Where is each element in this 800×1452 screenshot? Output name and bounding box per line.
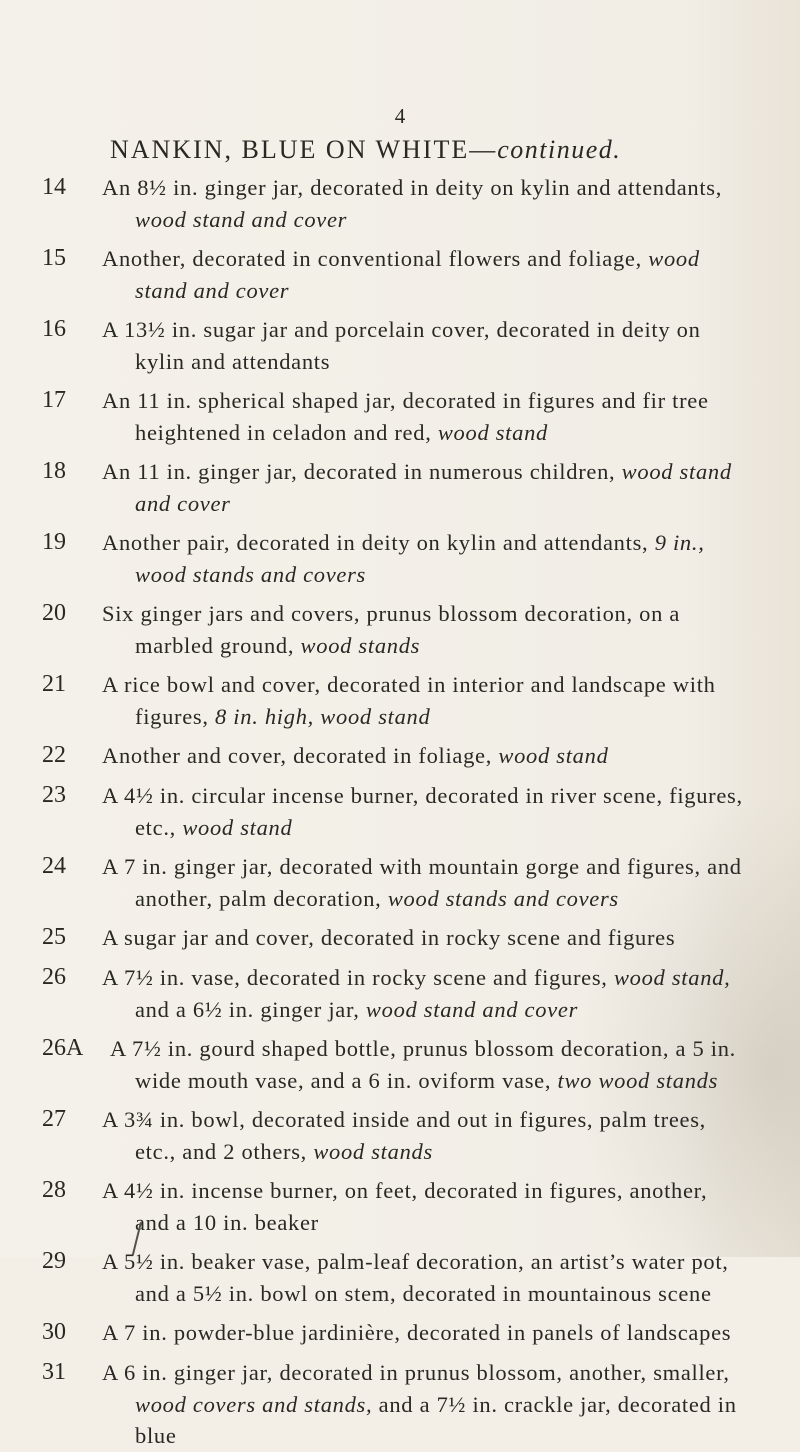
lot-description: [102, 669, 748, 732]
lot-description: [102, 1175, 748, 1238]
lot-description-italic: wood stands: [300, 632, 421, 658]
lot-description: [102, 385, 748, 448]
lot-number: 14: [42, 174, 66, 200]
lot-description-italic: wood stand,: [613, 965, 731, 990]
lot-description-italic: wood stand and cover: [135, 206, 348, 232]
lot-description-text: A sugar jar and cover, decorated in rocky scene and figures: [102, 925, 676, 950]
lot-description-italic: wood stand and cover: [135, 246, 700, 303]
lot-description-text: A 7½ in. gourd shaped bottle, prunus blossom decoration, a 5 in. wide mouth vase, and a 6 in. oviform vase,: [110, 1036, 736, 1093]
lot-description: [102, 456, 748, 519]
lot-entry: [0, 780, 800, 843]
lot-entry: [0, 922, 800, 954]
lot-entry: [0, 740, 800, 772]
lot-description-text: Another and cover, decorated in foliage,: [102, 743, 499, 768]
lot-description-text: A 7 in. ginger jar, decorated with mountain gorge and figures, and another, palm decoration,: [102, 854, 742, 911]
lot-description-text: Six ginger jars and covers, prunus blossom decoration, on a marbled ground,: [102, 601, 681, 658]
lot-number: 18: [42, 458, 66, 484]
lot-description-italic: wood stands and covers: [387, 885, 619, 911]
lot-description-text: and a 7½ in. crackle jar, decorated in blue: [135, 1391, 737, 1448]
lot-description-text: A rice bowl and cover, decorated in interior and landscape with figures,: [102, 672, 716, 729]
lot-description-italic: wood stand and cover: [135, 459, 732, 516]
lot-number: 29: [42, 1248, 66, 1274]
lot-description-italic: two wood stands: [557, 1067, 719, 1093]
lot-description-text: Another pair, decorated in deity on kylin and attendants,: [102, 530, 655, 555]
lot-description: [102, 851, 748, 914]
lot-description: [102, 314, 748, 377]
lot-description: [102, 1104, 748, 1167]
lot-number: 21: [42, 671, 66, 697]
lot-description-text: A 4½ in. circular incense burner, decorated in river scene, figures, etc.,: [102, 783, 743, 840]
lot-description: [102, 1357, 748, 1452]
lot-entry: [0, 851, 800, 914]
lot-description-italic: 9 in., wood stands and covers: [135, 530, 705, 587]
lot-entry: [0, 1317, 800, 1349]
lot-number: 26A: [42, 1035, 84, 1061]
lot-number: 17: [42, 387, 66, 413]
running-head: [110, 135, 750, 165]
lot-description-text: A 13½ in. sugar jar and porcelain cover, decorated in deity on kylin and attendants: [102, 317, 701, 374]
lot-description-text: A 4½ in. incense burner, on feet, decorated in figures, another, and a 10 in. beaker: [102, 1178, 708, 1235]
lot-entry: [0, 962, 800, 1025]
lot-description-italic: wood covers and stands,: [135, 1391, 373, 1417]
lot-description: [102, 598, 748, 661]
lot-description: [102, 740, 748, 772]
lot-number: 31: [42, 1359, 66, 1385]
lot-description: [102, 922, 748, 954]
lot-description-italic: wood stand: [437, 419, 548, 445]
lot-description-text: An 11 in. spherical shaped jar, decorated in figures and fir tree heightened in celadon and red,: [102, 388, 709, 445]
lot-entry: [0, 1033, 800, 1096]
running-head-continued: continued.: [497, 135, 622, 164]
lot-number: 24: [42, 853, 66, 879]
lot-number: 26: [42, 964, 66, 990]
lot-description-text: A 5½ in. beaker vase, palm-leaf decoration, an artist’s water pot, and a 5½ in. bowl on stem, decorated in mountainous scene: [102, 1249, 729, 1306]
lot-number: 28: [42, 1177, 66, 1203]
lot-entry: [0, 1104, 800, 1167]
lot-description-italic: wood stands: [313, 1138, 433, 1164]
lot-entry: [0, 1357, 800, 1452]
lot-entry: [0, 669, 800, 732]
lot-description-italic: wood stand: [182, 814, 293, 840]
lot-number: 30: [42, 1319, 66, 1345]
lot-description-text: Another, decorated in conventional flowers and foliage,: [102, 246, 649, 271]
lot-description: [80, 1033, 748, 1096]
lot-number: 19: [42, 529, 66, 555]
lot-number: 27: [42, 1106, 66, 1132]
lot-description: [102, 527, 748, 590]
lot-number: 15: [42, 245, 66, 271]
lot-description: [102, 172, 748, 235]
running-head-title: NANKIN, BLUE ON WHITE—: [110, 135, 498, 164]
lot-number: 25: [42, 924, 66, 950]
lot-entry: [0, 1246, 800, 1309]
lot-entry: [0, 527, 800, 590]
lot-description: [102, 1246, 748, 1309]
lot-description: [102, 962, 748, 1025]
lot-description: [102, 780, 748, 843]
lot-number: 22: [42, 742, 66, 768]
lot-entry: [0, 1175, 800, 1238]
lot-entry: [0, 456, 800, 519]
lot-description-italic: wood stand and cover: [365, 996, 579, 1022]
lot-number: 16: [42, 316, 66, 342]
lot-entry: [0, 243, 800, 306]
lot-number: 20: [42, 600, 66, 626]
lot-description: [102, 1317, 748, 1349]
lot-entry: [0, 385, 800, 448]
lot-description-text: A 3¾ in. bowl, decorated inside and out in figures, palm trees, etc., and 2 others,: [102, 1107, 706, 1164]
lot-entry: [0, 172, 800, 235]
lot-entry: [0, 314, 800, 377]
lot-description: [102, 243, 748, 306]
lot-number: 23: [42, 782, 66, 808]
lot-description-italic: wood stand: [498, 743, 609, 768]
lot-description-text: An 11 in. ginger jar, decorated in numerous children,: [102, 459, 622, 484]
page-number: 4: [394, 104, 406, 128]
lot-description-italic: 8 in. high, wood stand: [215, 703, 431, 729]
lot-description-text: A 6 in. ginger jar, decorated in prunus blossom, another, smaller,: [102, 1360, 730, 1385]
lot-description-text: A 7 in. powder-blue jardinière, decorated in panels of landscapes: [102, 1320, 732, 1345]
lot-description-text: A 7½ in. vase, decorated in rocky scene and figures,: [102, 965, 614, 990]
lot-description-text: An 8½ in. ginger jar, decorated in deity on kylin and attendants,: [102, 175, 723, 200]
lot-description-text: and a 6½ in. ginger jar,: [135, 996, 366, 1022]
lot-entry: [0, 598, 800, 661]
